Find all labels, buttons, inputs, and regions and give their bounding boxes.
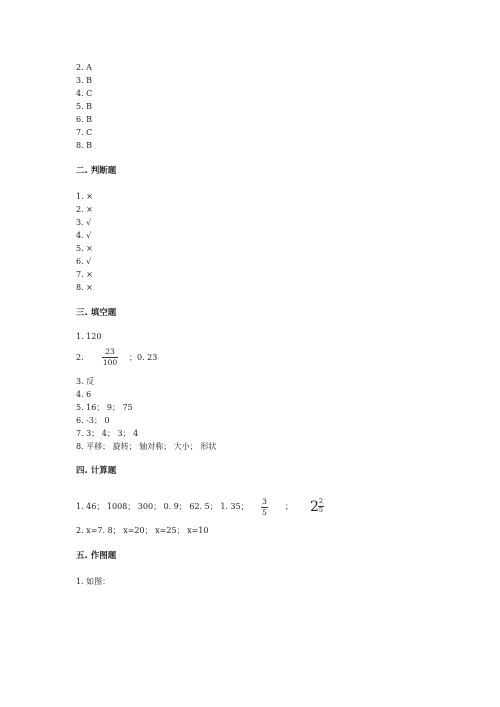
fraction-denominator: 5: [318, 506, 324, 514]
calc-answer-2: 2. x=7. 8； x=20； x=25； x=10: [76, 526, 209, 535]
mixed-number-fraction: [318, 498, 324, 514]
fill-answer-6: 6. -3； 0: [76, 416, 110, 425]
judge-answer-8: 8. ×: [76, 283, 93, 292]
judge-answer-7: 7. ×: [76, 270, 93, 279]
fill-answer-7: 7. 3； 4； 3； 4: [76, 429, 139, 438]
section-3-heading: 三. 填空题: [76, 308, 117, 318]
choice-answer-2: 2. A: [76, 63, 92, 72]
judge-answer-4: 4. √: [76, 231, 92, 240]
fraction-numerator: 3: [262, 497, 267, 506]
choice-answer-6: 6. B: [76, 115, 93, 124]
fill-answer-5: 5. 16； 9； 75: [76, 403, 133, 412]
judge-answer-5: 5. ×: [76, 244, 93, 253]
fraction-denominator: 100: [102, 358, 118, 367]
mixed-number-whole: 2: [310, 499, 319, 515]
choice-answer-5: 5. B: [76, 102, 93, 111]
draw-answer-1: 1. 如图：: [76, 577, 111, 586]
judge-answer-2: 2. ×: [76, 205, 93, 214]
section-4-heading: 四. 计算题: [76, 466, 117, 476]
fraction-denominator: 5: [262, 508, 267, 517]
choice-answer-7: 7. C: [76, 128, 93, 137]
fill-answer-3: 3. 反: [76, 377, 95, 386]
choice-answer-8: 8. B: [76, 141, 93, 150]
section-5-heading: 五. 作图题: [76, 551, 117, 561]
fill-answer-1: 1. 120: [76, 332, 102, 341]
judge-answer-1: 1. ×: [76, 192, 93, 201]
choice-answer-3: 3. B: [76, 76, 93, 85]
choice-answer-4: 4. C: [76, 89, 93, 98]
fill-answer-2-fraction: [102, 347, 118, 367]
section-2-heading: 二. 判断题: [76, 166, 117, 176]
fraction-numerator: 2: [318, 497, 324, 505]
calc-answer-1-fraction: [261, 497, 268, 517]
fill-answer-2-prefix: 2.: [76, 353, 84, 362]
fill-answer-2-suffix: ；0. 23: [129, 353, 158, 362]
calc-answer-1-separator: ；: [285, 502, 293, 511]
fill-answer-8: 8. 平移； 旋转； 轴对称； 大小； 形状: [76, 442, 217, 451]
fraction-numerator: 23: [105, 347, 115, 356]
fill-answer-4: 4. 6: [76, 390, 92, 399]
judge-answer-6: 6. √: [76, 257, 92, 266]
calc-answer-1-text: 1. 46； 1008； 300； 0. 9； 62. 5； 1. 35；: [76, 502, 249, 511]
judge-answer-3: 3. √: [76, 218, 92, 227]
